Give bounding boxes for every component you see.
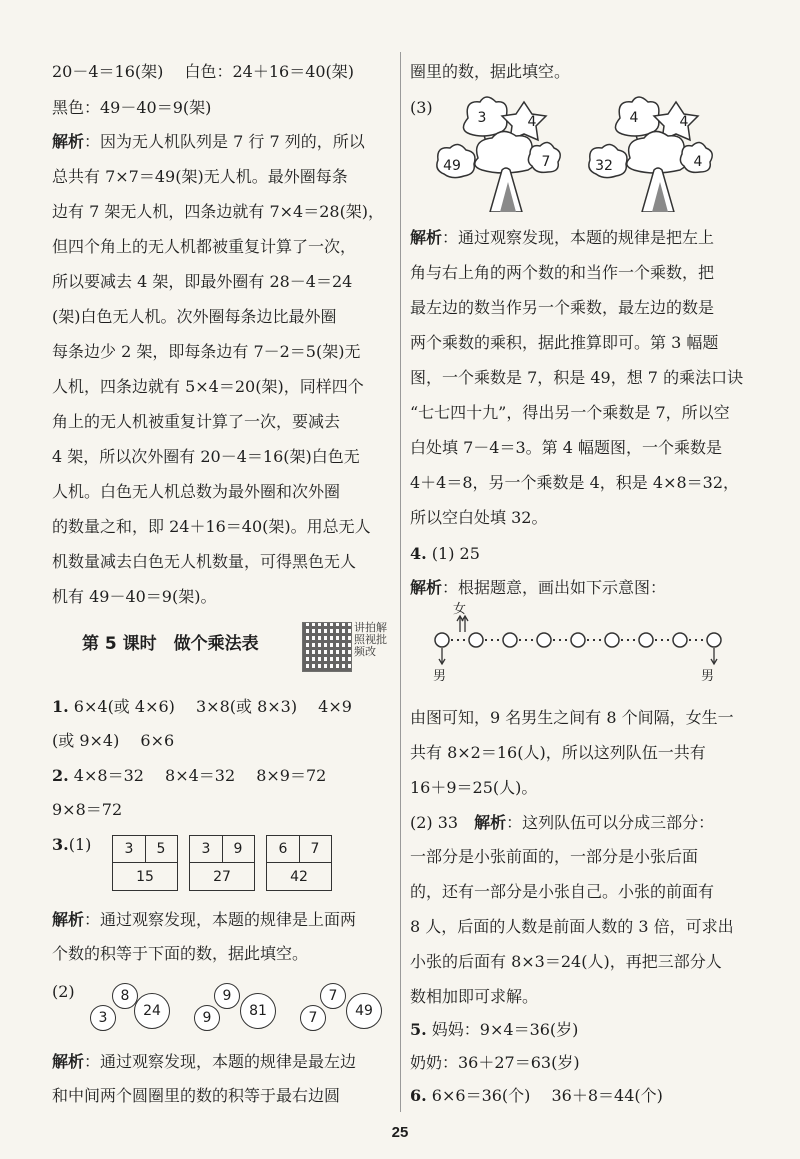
answer-line: 黑色：49－40＝9(架)	[52, 98, 212, 117]
question-4: 4. (1) 25	[410, 544, 480, 563]
queue-boy-circle	[639, 633, 653, 647]
question-3-label: 3.(1)	[52, 835, 92, 854]
analysis-line: 边有 7 架无人机，四条边就有 7×4＝28(架)，	[52, 202, 385, 221]
analysis-line: 解析：根据题意，画出如下示意图：	[410, 578, 667, 597]
analysis-line: 个数的积等于下面的数，据此填空。	[52, 944, 309, 963]
answer-line: 圈里的数，据此填空。	[410, 62, 571, 81]
analysis-line: 由图可知，9 名男生之间有 8 个间隔，女生一	[410, 708, 734, 727]
analysis-line: 数相加即可求解。	[410, 987, 539, 1006]
tree-top-left-value: 4	[629, 110, 639, 126]
tree-bottom-left-value: 49	[443, 158, 461, 174]
question-5-cont: 奶奶：36＋27＝63(岁)	[410, 1053, 580, 1072]
circle-right: 24	[134, 993, 170, 1029]
analysis-line: “七七四十九”，得出另一个乘数是 7，所以空	[410, 403, 730, 422]
analysis-line: 最左边的数当作另一个乘数，最左边的数是	[410, 298, 715, 317]
analysis-line: 小张的后面有 8×3＝24(人)，再把三部分人	[410, 952, 722, 971]
tree-top-left-value: 3	[477, 110, 487, 126]
queue-boy-circle	[605, 633, 619, 647]
box-bottom: 42	[267, 862, 331, 891]
box-top-left: 6	[267, 836, 300, 862]
analysis-line: 所以要减去 4 架，即最外圈有 28－4＝24	[52, 272, 353, 291]
multiplication-box	[266, 835, 332, 891]
question-1-cont: (或 9×4) 6×6	[52, 731, 175, 750]
question-3-part2-label: (2)	[52, 982, 75, 1001]
analysis-line: 8 人，后面的人数是前面人数的 3 倍，可求出	[410, 917, 734, 936]
queue-boy-circle	[571, 633, 585, 647]
analysis-line: 的数量之和，即 24＋16＝40(架)。用总无人	[52, 517, 371, 536]
circle-right: 49	[346, 993, 382, 1029]
box-top-right: 9	[233, 841, 243, 857]
qr-caption: 讲拍解照视批频改	[354, 621, 387, 658]
box-top-left: 3	[113, 836, 146, 862]
analysis-line: 人机。白色无人机总数为最外圈和次外圈	[52, 482, 341, 501]
answer-line: 20－4＝16(架) 白色：24＋16＝40(架)	[52, 62, 355, 81]
box-top-right: 5	[156, 841, 166, 857]
box-bottom: 27	[190, 862, 254, 891]
analysis-line: 人机，四条边就有 5×4＝20(架)，同样四个	[52, 377, 364, 396]
boy-label-left: 男	[433, 669, 447, 684]
circle-left: 7	[300, 1005, 326, 1031]
girl-label: 女	[453, 602, 467, 617]
analysis-line: 一部分是小张前面的，一部分是小张后面	[410, 847, 699, 866]
question-1: 1. 6×4(或 4×6) 3×8(或 8×3) 4×9	[52, 697, 352, 716]
queue-diagram	[430, 600, 730, 690]
queue-boy-circle	[537, 633, 551, 647]
multiplication-box	[189, 835, 255, 891]
tree-bottom-left-value: 32	[595, 158, 613, 174]
column-divider	[400, 52, 401, 1112]
analysis-line: 角与右上角的两个数的和当作一个乘数，把	[410, 263, 715, 282]
circle-top: 8	[112, 983, 138, 1009]
tree-top-right-value: 4	[679, 114, 689, 130]
multiplication-box	[112, 835, 178, 891]
analysis-line: 但四个角上的无人机都被重复计算了一次，	[52, 237, 357, 256]
analysis-line: 机数量减去白色无人机数量，可得黑色无人	[52, 552, 357, 571]
question-2-cont: 9×8＝72	[52, 800, 123, 819]
analysis-line: 16＋9＝25(人)。	[410, 778, 538, 797]
box-top-left: 3	[190, 836, 223, 862]
circle-left: 9	[194, 1005, 220, 1031]
tree-top-right-value: 4	[527, 114, 537, 130]
analysis-line: 共有 8×2＝16(人)，所以这列队伍一共有	[410, 743, 706, 762]
analysis-line: 总共有 7×7＝49(架)无人机。最外圈每条	[52, 167, 348, 186]
circle-left: 3	[90, 1005, 116, 1031]
queue-boy-circle	[503, 633, 517, 647]
question-5: 5. 妈妈：9×4＝36(岁)	[410, 1020, 579, 1039]
tree-bottom-right-value: 4	[693, 154, 703, 170]
analysis-line: 解析：通过观察发现，本题的规律是把左上	[410, 228, 715, 247]
box-bottom: 15	[113, 862, 177, 891]
queue-boy-circle	[707, 633, 721, 647]
analysis-line: 4 架，所以次外圈有 20－4＝16(架)白色无	[52, 447, 360, 466]
box-top-right: 7	[310, 841, 320, 857]
analysis-line: 所以空白处填 32。	[410, 508, 548, 527]
analysis-line: 解析：因为无人机队列是 7 行 7 列的，所以	[52, 132, 365, 151]
question-4-part2: (2) 33 解析：这列队伍可以分成三部分：	[410, 813, 715, 832]
boy-label-right: 男	[701, 669, 715, 684]
analysis-line: 白处填 7－4＝3。第 4 幅题图，一个乘数是	[410, 438, 722, 457]
analysis-line: 角上的无人机被重复计算了一次，要减去	[52, 412, 341, 431]
section-title: 第 5 课时 做个乘法表	[82, 634, 259, 654]
page-number: 25	[391, 1124, 409, 1141]
analysis-line: 解析：通过观察发现，本题的规律是最左边	[52, 1052, 357, 1071]
question-6: 6. 6×6＝36(个) 36＋8＝44(个)	[410, 1086, 663, 1105]
question-3-part3-label: (3)	[410, 98, 433, 117]
analysis-line: 4＋4＝8，另一个乘数是 4，积是 4×8＝32，	[410, 473, 740, 492]
qr-code-icon[interactable]	[302, 622, 352, 672]
circle-right: 81	[240, 993, 276, 1029]
analysis-line: (架)白色无人机。次外圈每条边比最外圈	[52, 307, 337, 326]
analysis-line: 机有 49－40＝9(架)。	[52, 587, 217, 606]
analysis-line: 图，一个乘数是 7，积是 49，想 7 的乘法口诀	[410, 368, 744, 387]
queue-boy-circle	[469, 633, 483, 647]
analysis-line: 解析：通过观察发现，本题的规律是上面两	[52, 910, 357, 929]
circle-top: 9	[214, 983, 240, 1009]
question-2: 2. 4×8＝32 8×4＝32 8×9＝72	[52, 766, 327, 785]
analysis-line: 的，还有一部分是小张自己。小张的前面有	[410, 882, 715, 901]
queue-boy-circle	[435, 633, 449, 647]
analysis-line: 和中间两个圆圈里的数的积等于最右边圆	[52, 1086, 341, 1105]
queue-boy-circle	[673, 633, 687, 647]
analysis-line: 两个乘数的乘积，据此推算即可。第 3 幅题	[410, 333, 719, 352]
tree-bottom-right-value: 7	[541, 154, 551, 170]
analysis-line: 每条边少 2 架，即每条边有 7－2＝5(架)无	[52, 342, 361, 361]
circle-top: 7	[320, 983, 346, 1009]
